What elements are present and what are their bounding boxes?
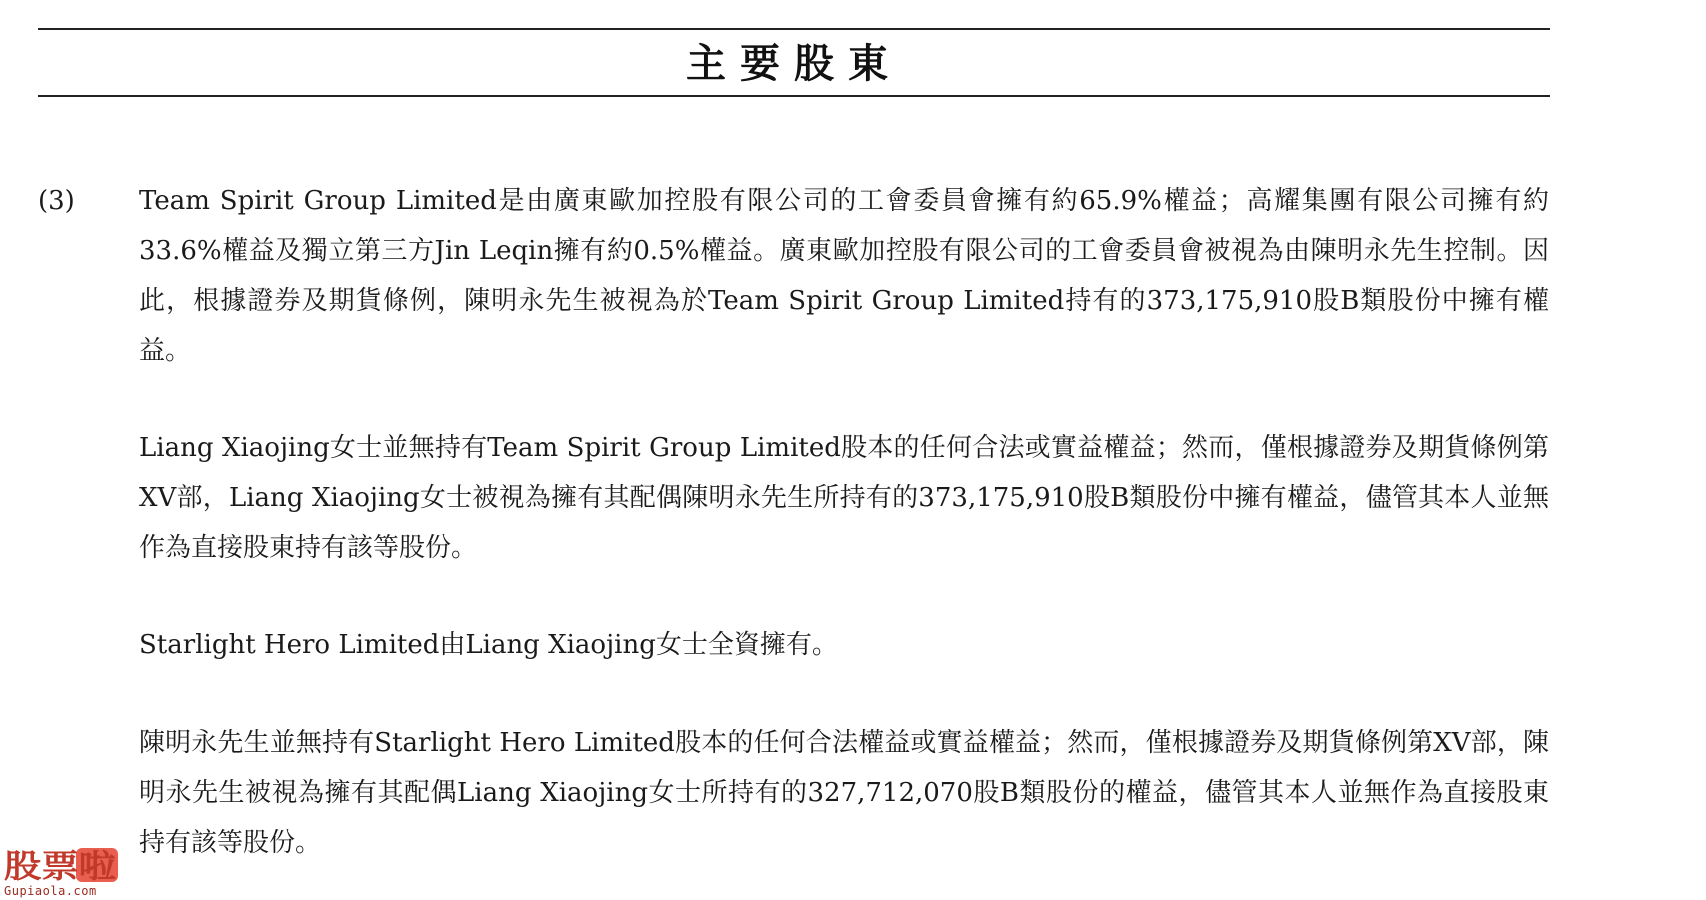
header-rule-top bbox=[38, 28, 1550, 30]
watermark-logo bbox=[2, 846, 120, 884]
site-watermark bbox=[2, 846, 120, 900]
header-rule-bottom bbox=[38, 95, 1550, 97]
note-paragraph-2: Liang Xiaojing女士並無持有Team Spirit Group Limited股本的任何合法或實益權益；然而，僅根據證券及期貨條例第XV部，Liang Xiaojing女士被視為擁有其配偶陳明永先生所持有的373,175,910股B類股份中擁有權益，儘管其本人並無作為直接股東持有該等股份。 bbox=[139, 433, 1549, 563]
note-paragraph-1: Team Spirit Group Limited是由廣東歐加控股有限公司的工會委員會擁有約65.9%權益；高耀集團有限公司擁有約33.6%權益及獨立第三方Jin Leqin擁有約0.5%權益。廣東歐加控股有限公司的工會委員會被視為由陳明永先生控制。因此，根據證券及期貨條例，陳明永先生被視為於Team Spirit Group Limited持有的373,175,910股B類股份中擁有權益。 bbox=[139, 186, 1550, 366]
watermark-logo-text: 股票啦 bbox=[4, 847, 116, 884]
page-title: 主要股東 bbox=[686, 41, 902, 87]
note-paragraph-4: 陳明永先生並無持有Starlight Hero Limited股本的任何合法權益或實益權益；然而，僅根據證券及期貨條例第XV部，陳明永先生被視為擁有其配偶Liang Xiaojing女士所持有的327,712,070股B類股份的權益，儘管其本人並無作為直接股東持有該等股份。 bbox=[139, 728, 1549, 858]
watermark-url: Gupiaola.com bbox=[4, 884, 97, 898]
note-paragraph-3: Starlight Hero Limited由Liang Xiaojing女士全資擁有。 bbox=[139, 630, 838, 660]
note-marker: (3) bbox=[38, 186, 75, 216]
